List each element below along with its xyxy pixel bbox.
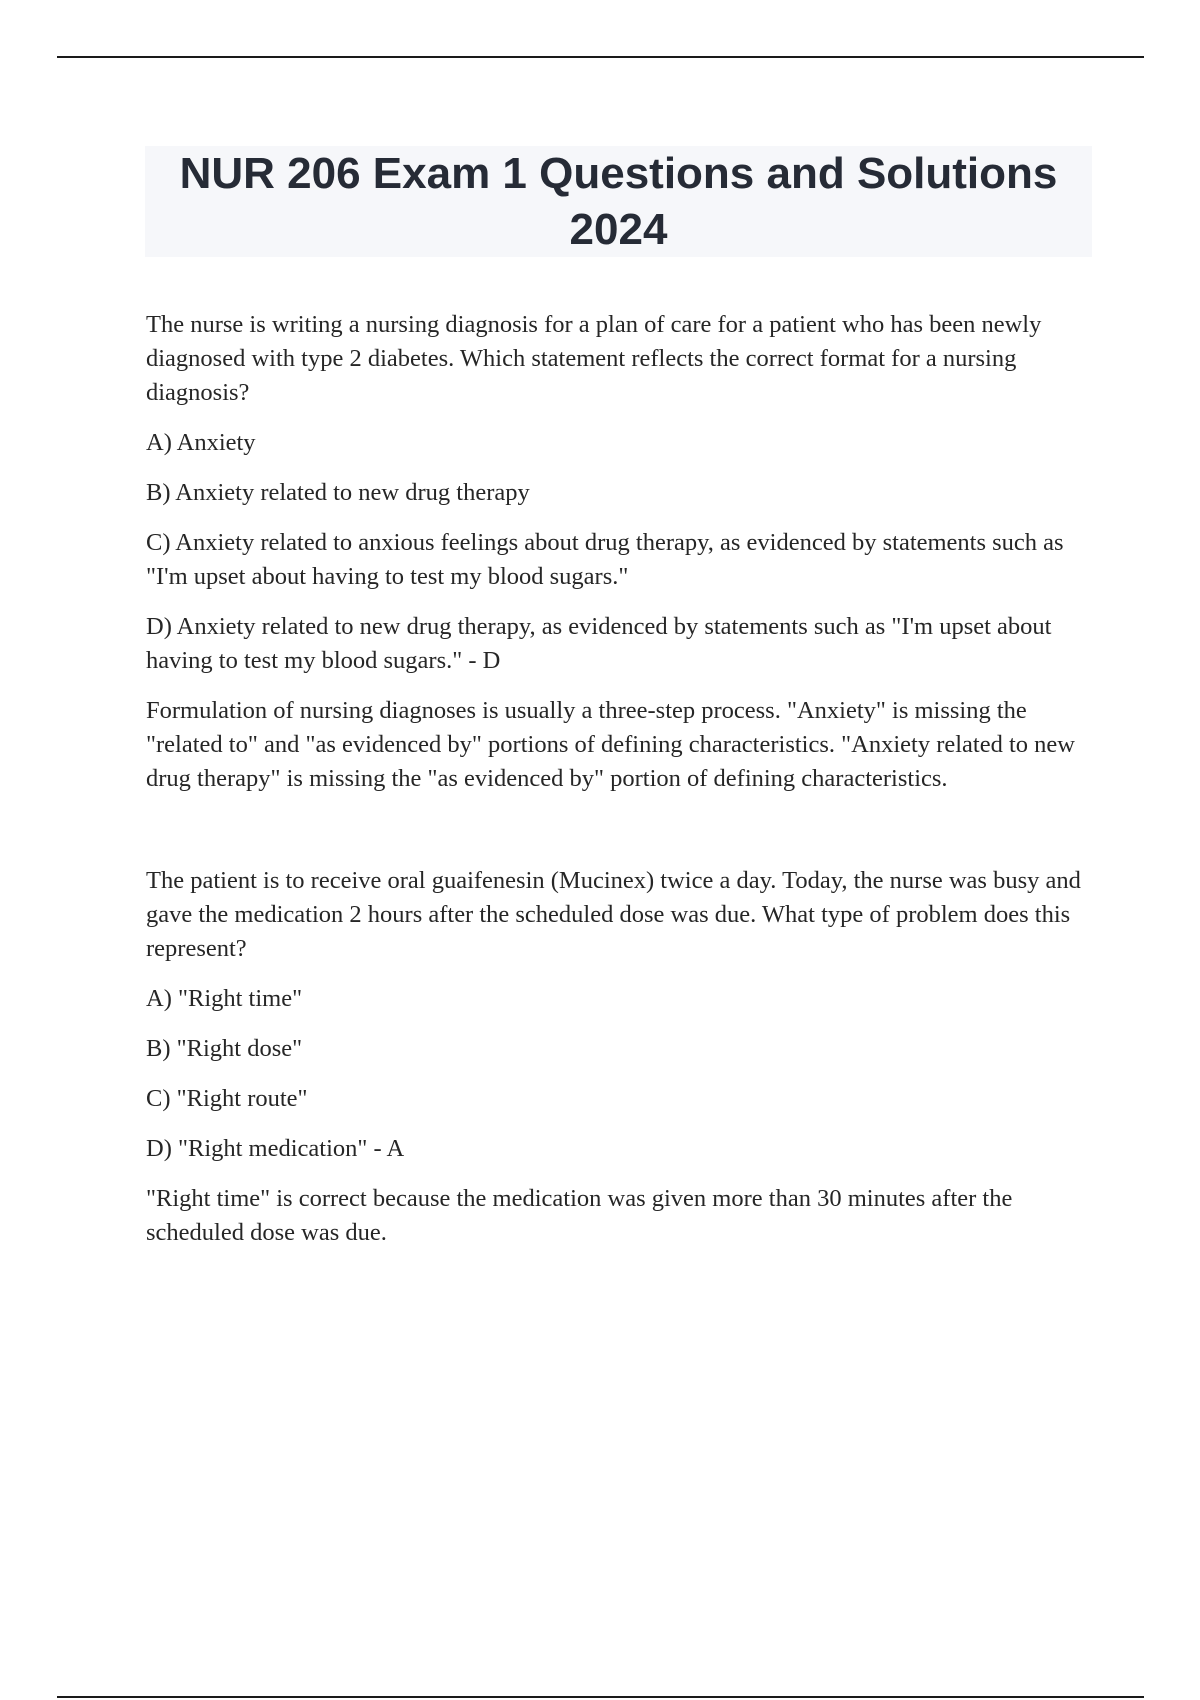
document-body <box>146 308 1090 1266</box>
answer-option-c: C) Anxiety related to anxious feelings about drug therapy, as evidenced by statements such as "I'm upset about having to test my blood sugars." <box>146 529 1064 590</box>
question-stem: The nurse is writing a nursing diagnosis for a plan of care for a patient who has been newly diagnosed with type 2 diabetes. Which statement reflects the correct format for a nursing diagnosis? <box>146 311 1042 406</box>
answer-option-d: D) "Right medication" - A <box>146 1135 405 1162</box>
answer-option-a: A) Anxiety <box>146 429 256 456</box>
question-2 <box>146 864 1090 1250</box>
question-1 <box>146 308 1090 796</box>
document-title: NUR 206 Exam 1 Questions and Solutions 2024 <box>179 148 1058 254</box>
answer-rationale: "Right time" is correct because the medication was given more than 30 minutes after the scheduled dose was due. <box>146 1185 1013 1246</box>
footer-rule <box>57 1696 1144 1698</box>
header-rule <box>57 56 1144 58</box>
answer-option-b: B) Anxiety related to new drug therapy <box>146 479 530 506</box>
question-stem: The patient is to receive oral guaifenesin (Mucinex) twice a day. Today, the nurse was busy and gave the medication 2 hours after the scheduled dose was due. What type of problem does this represent? <box>146 867 1081 962</box>
answer-option-b: B) "Right dose" <box>146 1035 303 1062</box>
title-banner <box>145 146 1092 257</box>
answer-option-d: D) Anxiety related to new drug therapy, as evidenced by statements such as "I'm upset about having to test my blood sugars." - D <box>146 613 1052 674</box>
answer-rationale: Formulation of nursing diagnoses is usually a three-step process. "Anxiety" is missing the "related to" and "as evidenced by" portions of defining characteristics. "Anxiety related to new drug therapy" is missing the "as evidenced by" portion of defining characteristics. <box>146 697 1075 792</box>
answer-option-a: A) "Right time" <box>146 985 303 1012</box>
answer-option-c: C) "Right route" <box>146 1085 308 1112</box>
